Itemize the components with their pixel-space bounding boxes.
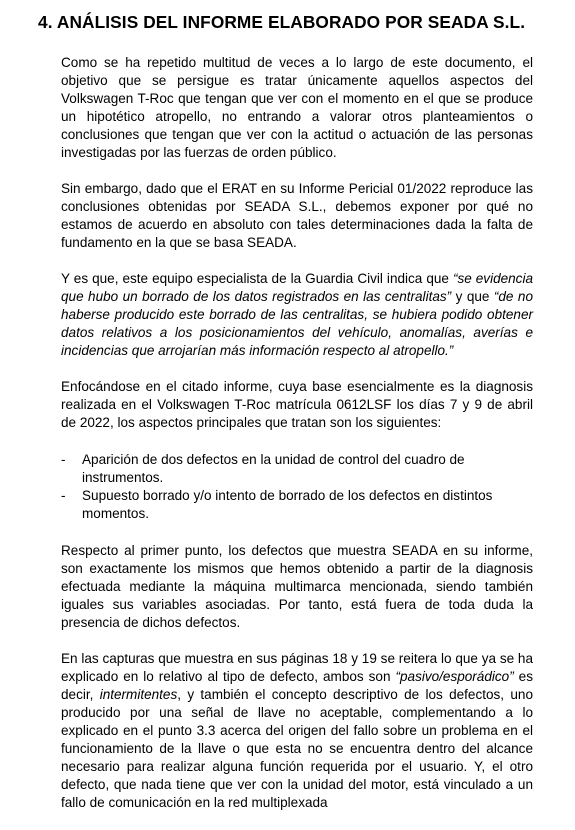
paragraph-text: Y es que, este equipo especialista de la Guardia Civil indica que <box>61 271 453 286</box>
paragraph-text: En las capturas que muestra en sus páginas 18 y 19 se reitera lo que ya se ha explicado en lo relativo al tipo de defecto, ambos son <box>61 651 533 684</box>
paragraph-text: es decir, <box>61 669 533 702</box>
dash-marker: - <box>61 452 66 467</box>
paragraph-informe: Enfocándose en el citado informe, cuya base esencialmente es la diagnosis realizada en el Volkswagen T-Roc matrícula 0612LSF los días 7 y 9 de abril de 2022, los aspectos principales que tratan son los siguientes: <box>61 379 533 430</box>
paragraph-capturas <box>61 650 533 812</box>
paragraph-text: y que <box>451 289 494 304</box>
paragraph-intro: Como se ha repetido multitud de veces a lo largo de este documento, el objetivo que se persigue es tratar únicamente aquellos aspectos del Volkswagen T-Roc que tengan que ver con el momento en el que se produce un hipotético atropello, no entrando a valorar otros planteamientos o conclusiones que tengan que ver con la actitud o actuación de las personas investigadas por las fuerzas de orden público. <box>61 55 533 160</box>
dash-marker: - <box>61 488 66 503</box>
quote-no-borrado: “de no haberse producido este borrado de las centralitas, se hubiera podido obtener datos relativos a los posicionamientos del vehículo, anomalías, averías e incidencias que arrojarían más información respecto al atropello.” <box>61 289 533 358</box>
list-item <box>61 451 533 487</box>
quote-borrado: “se evidencia que hubo un borrado de los datos registrados en las centralitas” <box>61 271 533 304</box>
document-body <box>61 54 533 830</box>
term-intermitentes: intermitentes <box>99 687 178 702</box>
section-heading: 4. ANÁLISIS DEL INFORME ELABORADO POR SEADA S.L. <box>38 12 526 32</box>
list-item-text: Aparición de dos defectos en la unidad de control del cuadro de instrumentos. <box>82 452 465 485</box>
paragraph-text: , y también el concepto descriptivo de los defectos, uno producido por una señal de llave no aceptable, complementando a lo explicado en el punto 3.3 acerca del origen del fallo sobre un problema en el funcionamiento de la llave o que esta no se encuentra dentro del alcance necesario para realizar alguna función requerida por el usuario. Y, el otro defecto, que nada tiene que ver con la unidad del motor, está vinculado a un fallo de comunicación en la red multiplexada <box>61 687 533 810</box>
paragraph-guardia-civil <box>61 270 533 360</box>
paragraph-erat: Sin embargo, dado que el ERAT en su Informe Pericial 01/2022 reproduce las conclusiones obtenidas por SEADA S.L., debemos exponer por qué no estamos de acuerdo en absoluto con tales determinaciones dada la falta de fundamento en la que se basa SEADA. <box>61 181 533 250</box>
aspects-list <box>61 451 533 523</box>
list-item-text: Supuesto borrado y/o intento de borrado de los defectos en distintos momentos. <box>82 488 493 521</box>
paragraph-primer-punto: Respecto al primer punto, los defectos que muestra SEADA en su informe, son exactamente los mismos que hemos obtenido a partir de la diagnosis efectuada mediante la máquina multimarca mencionada, siendo también iguales sus variables asociadas. Por tanto, está fuera de toda duda la presencia de dichos defectos. <box>61 543 533 630</box>
list-item <box>61 487 533 523</box>
quote-pasivo: “pasivo/esporádico” <box>395 669 514 684</box>
